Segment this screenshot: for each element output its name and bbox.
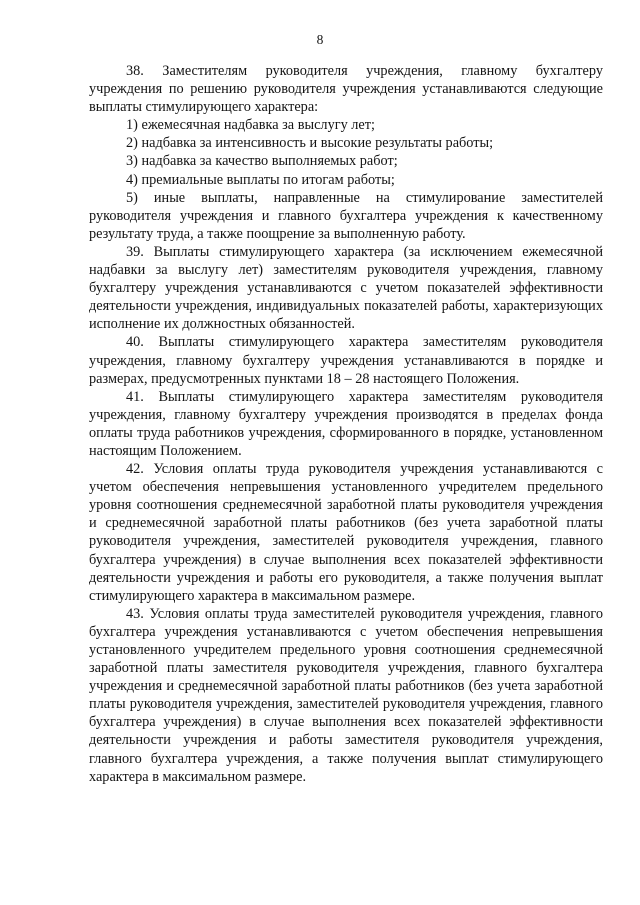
paragraph-38: 38. Заместителям руководителя учреждения, главному бухгалтеру учреждения по решению руководителя учреждения устанавливаются следующие выплаты стимулирующего характера: [89, 63, 603, 116]
list-item-38-5: 5) иные выплаты, направленные на стимулирование заместителей руководителя учреждения и главного бухгалтера учреждения к качественному результату труда, а также поощрение за выполненную работу. [89, 189, 603, 242]
paragraph-43: 43. Условия оплаты труда заместителей руководителя учреждения, главного бухгалтера учреждения устанавливаются с учетом обеспечения непревышения установленного учредителем предельного уровня соотношения среднемесячной заработной платы заместителя руководителя учреждения, главного бухгалтера учреждения и среднемесячной заработной платы работников (без учета заработной платы руководителя учреждения, заместителей руководителя учреждения, главного бухгалтера учреждения) в случае выполнения всех показателей эффективности деятельности учреждения и работы заместителя руководителя учреждения, главного бухгалтера учреждения, а также получения выплат стимулирующего характера в максимальном размере. [89, 605, 603, 785]
paragraph-41: 41. Выплаты стимулирующего характера заместителям руководителя учреждения, главному бухгалтеру учреждения производятся в пределах фонда оплаты труда работников учреждения, сформированного в порядке, установленном настоящим Положением. [89, 388, 603, 459]
list-item-38-4: 4) премиальные выплаты по итогам работы; [126, 171, 395, 188]
page-number: 8 [316, 32, 324, 47]
paragraph-39: 39. Выплаты стимулирующего характера (за исключением ежемесячной надбавки за выслугу лет) заместителям руководителя учреждения, главному бухгалтеру учреждения устанавливаются с учетом показателей эффективности деятельности учреждения, индивидуальных показателей работы, характеризующих исполнение их должностных обязанностей. [89, 243, 603, 333]
document-body [89, 62, 603, 786]
list-item-38-3: 3) надбавка за качество выполняемых работ; [126, 153, 398, 170]
list-item-38-2: 2) надбавка за интенсивность и высокие результаты работы; [126, 135, 494, 152]
list-item-38-1: 1) ежемесячная надбавка за выслугу лет; [126, 117, 376, 134]
paragraph-40: 40. Выплаты стимулирующего характера заместителям руководителя учреждения, главному бухгалтеру учреждения устанавливаются в порядке и размерах, предусмотренных пунктами 18 – 28 настоящего Положения. [89, 334, 603, 387]
paragraph-42: 42. Условия оплаты труда руководителя учреждения устанавливаются с учетом обеспечения непревышения установленного учредителем предельного уровня соотношения среднемесячной заработной платы руководителя учреждения и среднемесячной заработной платы работников (без учета заработной платы руководителя учреждения, заместителей руководителя учреждения, главного бухгалтера учреждения) в случае выполнения всех показателей эффективности деятельности учреждения и работы его руководителя, а также получения выплат стимулирующего характера в максимальном размере. [89, 461, 603, 604]
